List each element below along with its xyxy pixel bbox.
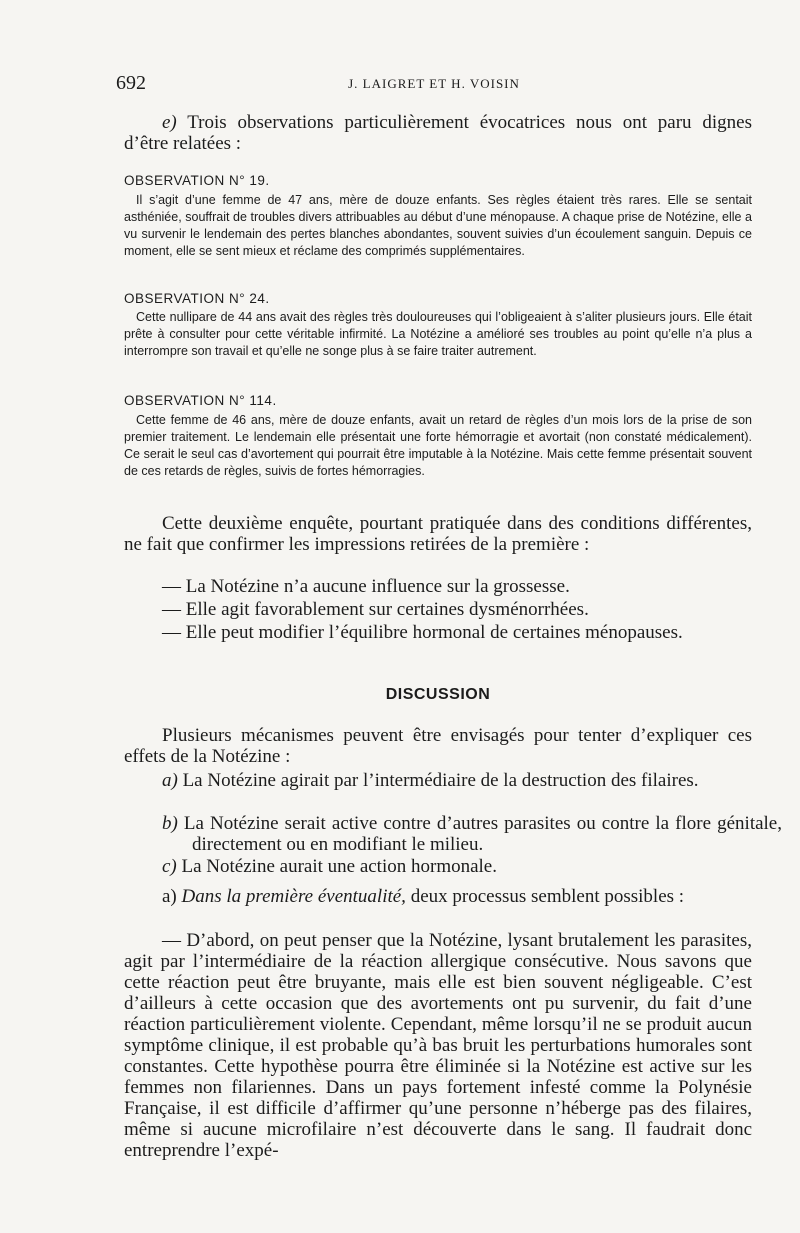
hypothesis-c-text: La Notézine aurait une action hormonale.: [176, 856, 497, 877]
hypothesis-a: [162, 770, 782, 791]
page-header: [116, 72, 752, 100]
observation-title-24: OBSERVATION N° 24.: [124, 291, 270, 306]
first-eventuality: [124, 886, 752, 907]
running-title: J. LAIGRET ET H. VOISIN: [348, 76, 520, 91]
observation-title-114: OBSERVATION N° 114.: [124, 393, 277, 408]
hypothesis-b-text: La Notézine serait active contre d’autres parasites ou contre la flore génitale, directement ou en modifiant le milieu.: [177, 813, 782, 855]
page-number: 692: [116, 72, 146, 94]
final-paragraph: — D’abord, on peut penser que la Notézine, lysant brutalement les parasites, agit par l’intermédiaire de la réaction allergique consécutive. Nous savons que cette réaction peut être bruyante, mais elle est bien souvent négligeable. C’est d’ailleurs à cette occasion que des avortements ont pu survenir, du fait d’une réaction particulièrement violente. Cependant, même lorsqu’il ne se produit aucun symptôme clinique, il est probable qu’à bas bruit les perturbations humorales sont constantes. Cette hypothèse pourra être éliminée si la Notézine est active sur les femmes non filariennes. Dans un pays fortement infesté comme la Polynésie Française, il est difficile d’affirmer qu’une personne n’héberge pas des filaires, même si aucune microfilaire n’est découverte dans le sang. Il faudrait donc entreprendre l’expé-: [124, 930, 752, 1161]
observation-title-19: OBSERVATION N° 19.: [124, 173, 270, 188]
conclusion-point-1: — La Notézine n’a aucune influence sur la grossesse.: [162, 576, 570, 597]
first-eventuality-marker: a): [162, 886, 177, 907]
first-eventuality-italic: Dans la première éventualité,: [181, 886, 406, 907]
first-eventuality-text: deux processus semblent possibles :: [405, 886, 685, 907]
discussion-intro: Plusieurs mécanismes peuvent être envisagés pour tenter d’expliquer ces effets de la Notézine :: [124, 725, 752, 767]
observation-text-19: Il s’agit d’une femme de 47 ans, mère de douze enfants. Ses règles étaient très rares. Elle se sentait asthéniée, souffrait de troubles divers attribuables au début d’une ménopause. A chaque prise de Notézine, elle a vu survenir le lendemain des pertes blanches abondantes, souvent suivies d’un écoulement sanguin. Depuis ce moment, elle se sent mieux et réclame des comprimés supplémentaires.: [124, 193, 752, 258]
hypothesis-a-text: La Notézine agirait par l’intermédiaire de la destruction des filaires.: [177, 770, 699, 791]
section-heading: DISCUSSION: [385, 686, 491, 703]
hypothesis-b: [162, 813, 782, 855]
hypothesis-a-marker: a): [162, 770, 178, 791]
conclusion-point-2: — Elle agit favorablement sur certaines dysménorrhées.: [162, 599, 589, 620]
hypothesis-b-marker: b): [162, 813, 178, 834]
observation-text-114: Cette femme de 46 ans, mère de douze enfants, avait un retard de règles d’un mois lors de la prise de son premier traitement. Le lendemain elle présentait une forte hémorragie et avortait (non constaté médicalement). Ce serait le seul cas d’avortement qui pourrait être imputable à la Notézine. Mais cette femme présentait souvent de ces retards de règles, suivis de fortes hémorragies.: [124, 413, 752, 478]
conclusion-point-3: — Elle peut modifier l’équilibre hormonal de certaines ménopauses.: [162, 622, 683, 643]
observation-text-24: Cette nullipare de 44 ans avait des règles très douloureuses qui l’obligeaient à s’aliter plusieurs jours. Elle était prête à consulter pour cette véritable infirmité. La Notézine a amélioré ses troubles au point qu’elle n’a plus a interrompre son travail et qu’elle ne songe plus à se faire traiter autrement.: [124, 310, 752, 358]
intro-paragraph: [124, 112, 752, 154]
hypothesis-c: [162, 856, 782, 877]
intro-text: Trois observations particulièrement évocatrices nous ont paru dignes d’être relatées :: [124, 112, 752, 154]
hypothesis-c-marker: c): [162, 856, 177, 877]
intro-marker: e): [162, 112, 177, 133]
conclusion-paragraph: Cette deuxième enquête, pourtant pratiquée dans des conditions différentes, ne fait que confirmer les impressions retirées de la première :: [124, 513, 752, 555]
